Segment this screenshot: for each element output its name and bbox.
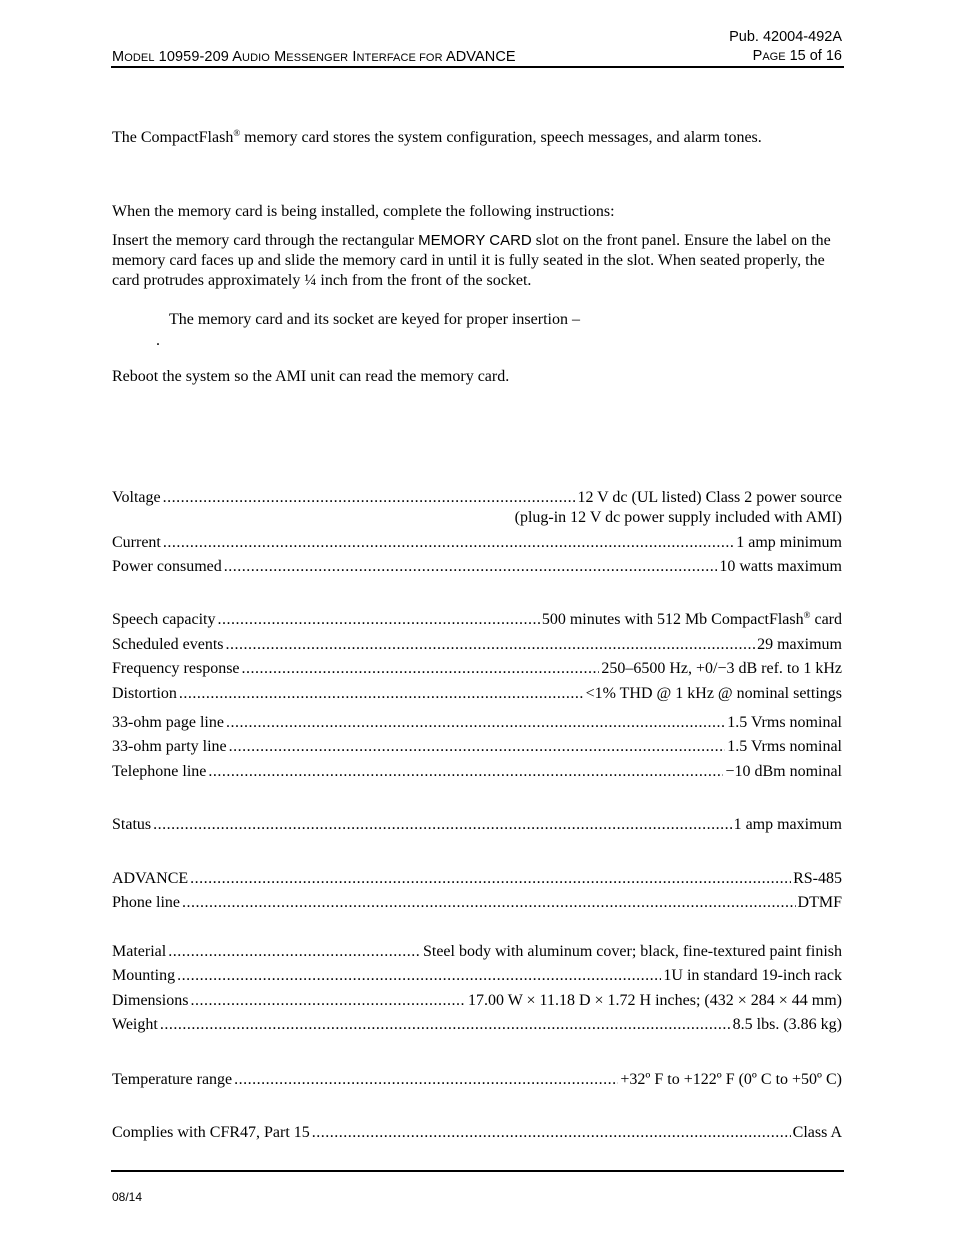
reboot-paragraph: Reboot the system so the AMI unit can read the memory card.: [112, 368, 510, 385]
installation-intro-paragraph: When the memory card is being installed, complete the following instructions:: [112, 203, 615, 220]
spec-telephone-line: Telephone line ..... −10 dBm nominal: [112, 762, 842, 782]
insert-card-paragraph: Insert the memory card through the rectangular MEMORY CARD slot on the front panel. Ensure the label on the memory card faces up and slide the memory card in until it is fully seated in the slot. When seated properly, the card protrudes approximately ¼ inch from the front of the socket.: [112, 232, 831, 289]
spec-party-line: 33-ohm party line ..... 1.5 Vrms nominal: [112, 737, 842, 757]
note-trailing-period: .: [156, 332, 160, 349]
spec-advance: ADVANCE ..... RS-485: [112, 869, 842, 889]
spec-frequency-response: Frequency response ..... 250–6500 Hz, +0/−3 dB ref. to 1 kHz: [112, 659, 842, 679]
header-model-title: MODEL 10959-209 AUDIO MESSENGER INTERFACE FOR ADVANCE: [112, 49, 516, 65]
header-publication-block: [729, 28, 842, 67]
header-divider: [111, 66, 844, 68]
spec-material: Material ..... Steel body with aluminum cover; black, fine-textured paint finish: [112, 942, 842, 962]
spec-temperature-range: Temperature range ..... +32º F to +122º F (0º C to +50º C): [112, 1070, 842, 1090]
spec-dimensions: Dimensions ..... 17.00 W × 11.18 D × 1.72 H inches; (432 × 284 × 44 mm): [112, 991, 842, 1011]
spec-current: Current ..... 1 amp minimum: [112, 533, 842, 553]
keyed-insertion-note: The memory card and its socket are keyed for proper insertion –: [169, 311, 580, 328]
publication-number: Pub. 42004-492A: [729, 29, 842, 45]
spec-compliance: Complies with CFR47, Part 15 ..... Class A: [112, 1123, 842, 1143]
spec-mounting: Mounting ..... 1U in standard 19-inch rack: [112, 966, 842, 986]
spec-scheduled-events: Scheduled events ..... 29 maximum: [112, 635, 842, 655]
page-number: PAGE 15 of 16: [752, 48, 842, 64]
compactflash-intro-paragraph: The CompactFlash® memory card stores the system configuration, speech messages, and alarm tones.: [112, 128, 762, 146]
spec-voltage-continuation: (plug-in 12 V dc power supply included with AMI): [514, 509, 842, 526]
spec-phone-line: Phone line ..... DTMF: [112, 893, 842, 913]
spec-voltage: Voltage ..... 12 V dc (UL listed) Class 2 power source: [112, 488, 842, 508]
spec-status: Status ..... 1 amp maximum: [112, 815, 842, 835]
spec-distortion: Distortion ..... <1% THD @ 1 kHz @ nominal settings: [112, 684, 842, 704]
spec-power-consumed: Power consumed ..... 10 watts maximum: [112, 557, 842, 577]
spec-speech-capacity: Speech capacity ..... 500 minutes with 512 Mb CompactFlash® card: [112, 610, 842, 630]
memory-card-slot-label: MEMORY CARD: [418, 232, 532, 249]
footer-date: 08/14: [112, 1190, 143, 1204]
spec-weight: Weight ..... 8.5 lbs. (3.86 kg): [112, 1015, 842, 1035]
footer-divider: [111, 1170, 844, 1172]
spec-page-line: 33-ohm page line ..... 1.5 Vrms nominal: [112, 713, 842, 733]
